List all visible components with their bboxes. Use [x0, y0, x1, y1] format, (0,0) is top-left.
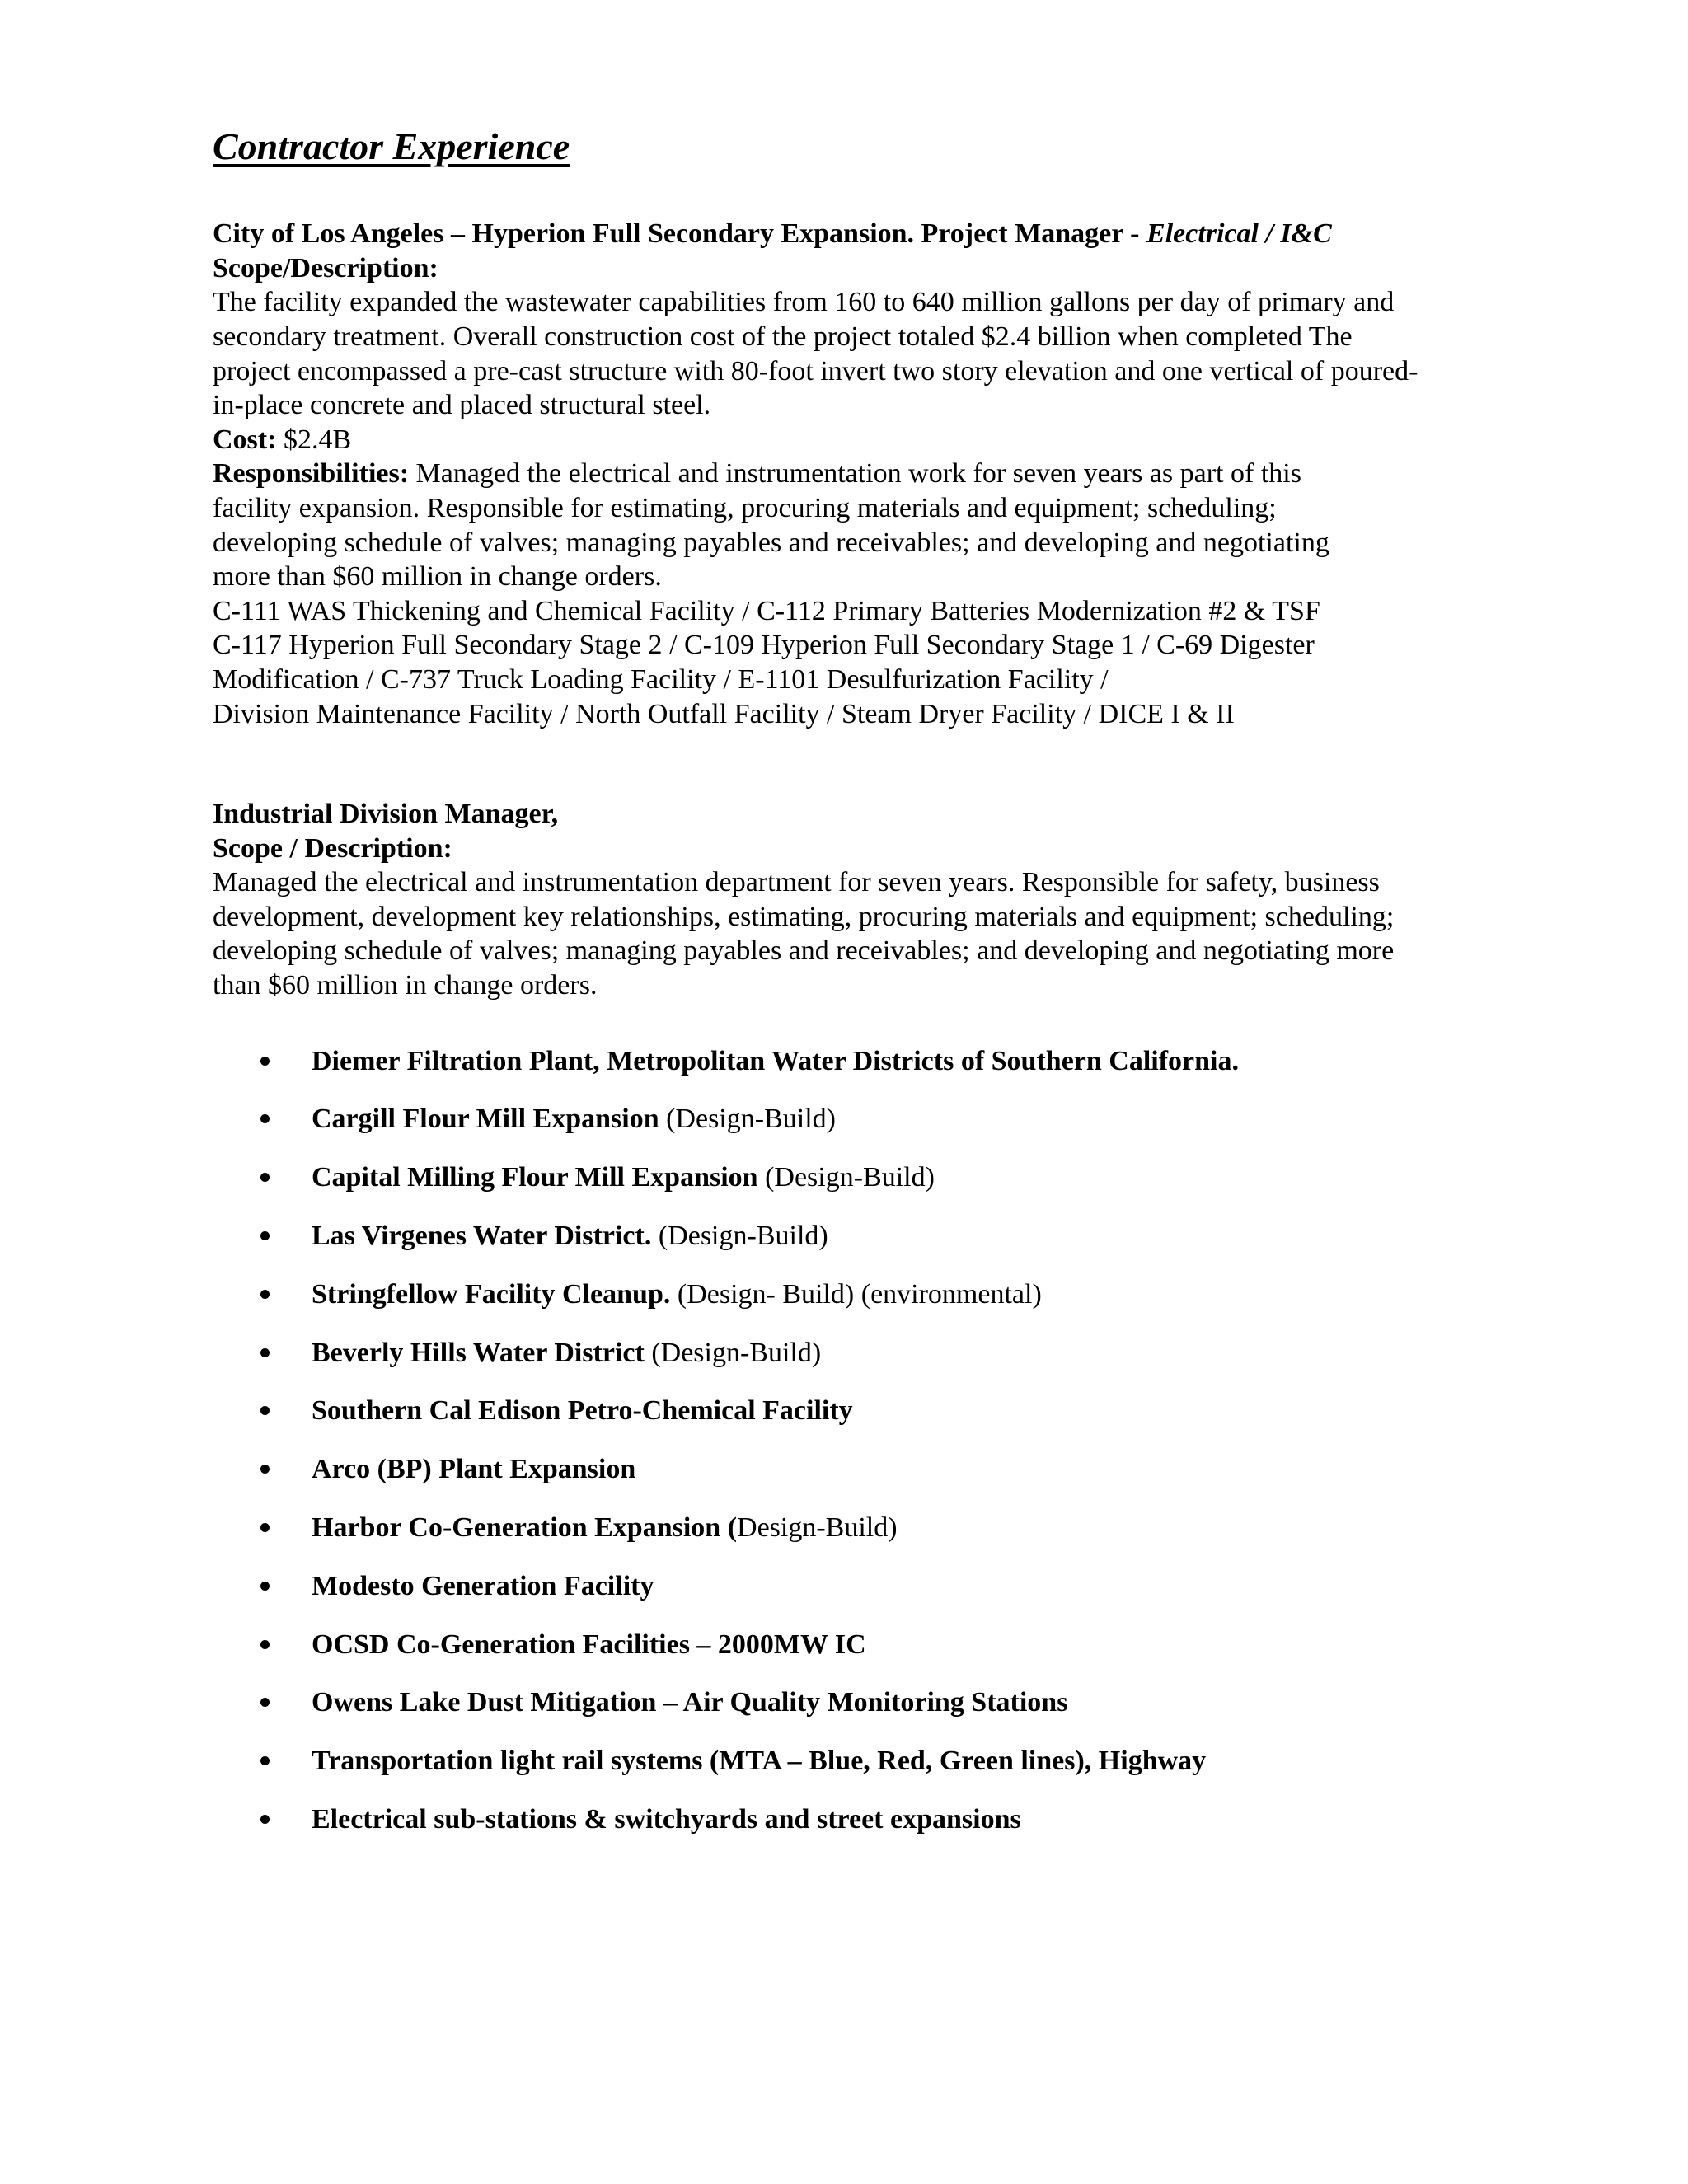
bullet-icon: [260, 1057, 270, 1066]
scope-label: Scope / Description:: [213, 832, 452, 864]
industrial-division-section: [213, 797, 1515, 1861]
bullet-item-name: Owens Lake Dust Mitigation – Air Quality Monitoring Stations: [312, 1687, 1068, 1718]
bullet-item-name: Arco (BP) Plant Expansion: [312, 1454, 636, 1485]
description-line: secondary treatment. Overall construction cost of the project totaled $2.4 billion when completed The: [213, 321, 1353, 352]
bullet-item: [213, 1160, 1515, 1219]
facility-list-line: C-111 WAS Thickening and Chemical Facility / C-112 Primary Batteries Modernization #2 & TSF: [213, 595, 1320, 626]
bullet-item: [213, 1569, 1515, 1628]
bullet-item: [213, 1452, 1515, 1511]
bullet-icon: [260, 1406, 270, 1415]
responsibilities-text-line: more than $60 million in change orders.: [213, 561, 662, 593]
bullet-item: [213, 1628, 1515, 1686]
project-heading-name: City of Los Angeles – Hyperion Full Secondary Expansion. Project Manager -: [213, 218, 1140, 250]
responsibilities-text-line: facility expansion. Responsible for estimating, procuring materials and equipment; scheduling;: [213, 492, 1277, 523]
bullet-icon: [260, 1640, 270, 1649]
responsibilities-line: [213, 457, 1515, 491]
bullet-item: [213, 1744, 1515, 1802]
bullet-item: [213, 1277, 1515, 1336]
bullet-item-name: Transportation light rail systems (MTA – Blue, Red, Green lines), Highway: [312, 1746, 1207, 1777]
bullet-icon: [260, 1465, 270, 1474]
role-heading: Industrial Division Manager,: [213, 799, 559, 830]
bullet-item-name: Capital Milling Flour Mill Expansion: [312, 1162, 758, 1193]
bullet-icon: [260, 1173, 270, 1182]
cost-line: [213, 423, 1515, 457]
description-line: Managed the electrical and instrumentation department for seven years. Responsible for safety, business: [213, 867, 1380, 898]
description-line: The facility expanded the wastewater capabilities from 160 to 640 million gallons per day of primary and: [213, 287, 1395, 318]
bullet-icon: [260, 1523, 270, 1532]
bullet-item: [213, 1802, 1515, 1861]
bullet-item-name: Electrical sub-stations & switchyards and street expansions: [312, 1804, 1021, 1835]
bullet-item-name: Diemer Filtration Plant, Metropolitan Water Districts of Southern California.: [312, 1045, 1240, 1076]
bullet-item-name: Harbor Co-Generation Expansion (: [312, 1512, 738, 1544]
bullet-item-note: Design-Build): [737, 1512, 898, 1544]
bullet-icon: [260, 1815, 270, 1824]
bullet-item-note: (Design-Build): [659, 1104, 836, 1135]
bullet-icon: [260, 1698, 270, 1707]
cost-value: $2.4B: [276, 424, 352, 455]
cost-label: Cost:: [213, 424, 277, 455]
bullet-item-note: (Design-Build): [651, 1221, 828, 1252]
bullet-item: [213, 1511, 1515, 1569]
bullet-item-name: OCSD Co-Generation Facilities – 2000MW IC: [312, 1629, 866, 1660]
bullet-item-note: (Design-Build): [757, 1162, 935, 1193]
bullet-item: [213, 1044, 1515, 1103]
bullet-item: [213, 1336, 1515, 1394]
project-heading-role: Electrical / I&C: [1139, 218, 1332, 250]
description-line: than $60 million in change orders.: [213, 970, 598, 1001]
responsibilities-text-line: developing schedule of valves; managing payables and receivables; and developing and negotiating: [213, 527, 1329, 558]
responsibilities-label: Responsibilities:: [213, 458, 410, 490]
facility-list-line: Division Maintenance Facility / North Outfall Facility / Steam Dryer Facility / DICE I & II: [213, 698, 1235, 729]
bullet-item-name: Las Virgenes Water District.: [312, 1221, 652, 1252]
bullet-icon: [260, 1290, 270, 1299]
description-line: project encompassed a pre-cast structure with 80-foot invert two story elevation and one vertical of poured-: [213, 355, 1418, 387]
scope-label: Scope/Description:: [213, 252, 438, 284]
bullet-item-name: Southern Cal Edison Petro-Chemical Facility: [312, 1395, 853, 1427]
facility-list-line: C-117 Hyperion Full Secondary Stage 2 / C-109 Hyperion Full Secondary Stage 1 / C-69 Digester: [213, 630, 1315, 661]
bullet-item-name: Modesto Generation Facility: [312, 1570, 654, 1601]
responsibilities-text: Managed the electrical and instrumentation work for seven years as part of this: [409, 458, 1301, 490]
bullet-icon: [260, 1231, 270, 1240]
project-hyperion-section: [213, 217, 1515, 731]
bullet-icon: [260, 1114, 270, 1123]
page-title: Contractor Experience: [213, 125, 570, 167]
bullet-item: [213, 1219, 1515, 1277]
bullet-item-note: (Design- Build) (environmental): [670, 1278, 1042, 1310]
bullet-item: [213, 1102, 1515, 1160]
bullet-icon: [260, 1756, 270, 1765]
description-line: developing schedule of valves; managing payables and receivables; and developing and negotiating more: [213, 935, 1395, 967]
bullet-icon: [260, 1348, 270, 1357]
project-bullet-list: [213, 1044, 1515, 1861]
bullet-item-name: Cargill Flour Mill Expansion: [312, 1104, 659, 1135]
facility-list-line: Modification / C-737 Truck Loading Facility / E-1101 Desulfurization Facility /: [213, 663, 1109, 695]
bullet-item-note: (Design-Build): [644, 1337, 822, 1368]
description-line: in-place concrete and placed structural steel.: [213, 390, 711, 421]
bullet-item-name: Stringfellow Facility Cleanup.: [312, 1278, 671, 1310]
bullet-item: [213, 1394, 1515, 1452]
bullet-item-name: Beverly Hills Water District: [312, 1337, 645, 1368]
description-line: development, development key relationships, estimating, procuring materials and equipment; scheduling;: [213, 901, 1395, 932]
document-page: [213, 124, 1515, 1861]
bullet-item: [213, 1685, 1515, 1744]
project-heading: [213, 217, 1515, 251]
bullet-icon: [260, 1582, 270, 1591]
